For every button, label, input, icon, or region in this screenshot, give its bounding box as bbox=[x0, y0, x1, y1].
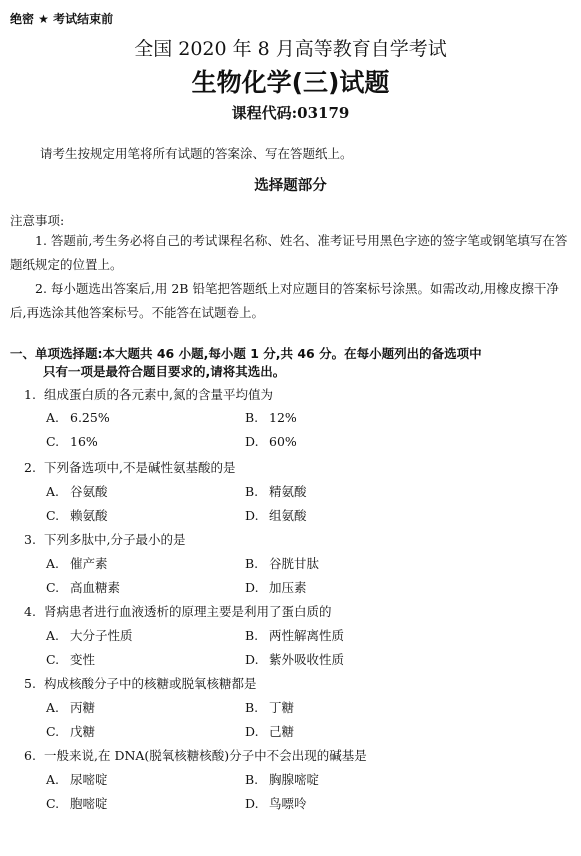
notice-item-1: 1. 答题前,考生务必将自己的考试课程名称、姓名、准考证号用黑色字迹的签字笔或钢笔填写在答题纸规定的位置上。 bbox=[10, 233, 568, 272]
question-number: 5. bbox=[24, 676, 36, 691]
answer-instruction: 请考生按规定用笔将所有试题的答案涂、写在答题纸上。 bbox=[40, 146, 353, 161]
exam-title: 全国 2020 年 8 月高等教育自学考试 bbox=[134, 38, 447, 60]
option-6c: C. 胞嘧啶 bbox=[46, 796, 108, 811]
question-text: 组成蛋白质的各元素中,氮的含量平均值为 bbox=[44, 387, 273, 402]
question-text: 下列多肽中,分子最小的是 bbox=[44, 532, 186, 547]
option-3a: A. 催产素 bbox=[46, 556, 108, 571]
question-number: 3. bbox=[24, 532, 36, 547]
question-5 bbox=[24, 674, 257, 692]
option-4b: B. 两性解离性质 bbox=[245, 628, 345, 643]
part-heading: 一、单项选择题:本大题共 46 小题,每小题 1 分,共 46 分。在每小题列出的备选项中 bbox=[10, 346, 482, 361]
option-2b: B. 精氨酸 bbox=[245, 484, 307, 499]
notice-item-2: 2. 每小题选出答案后,用 2B 铅笔把答题纸上对应题目的答案标号涂黑。如需改动,用橡皮擦干净后,再选涂其他答案标号。不能答在试题卷上。 bbox=[10, 281, 559, 320]
section-title: 选择题部分 bbox=[254, 178, 327, 194]
question-text: 下列备选项中,不是碱性氨基酸的是 bbox=[44, 460, 236, 475]
question-1 bbox=[24, 385, 273, 403]
question-2 bbox=[24, 458, 235, 476]
question-number: 4. bbox=[24, 604, 36, 619]
option-1c: C. 16% bbox=[46, 434, 98, 449]
question-text: 构成核酸分子中的核糖或脱氧核糖都是 bbox=[44, 676, 257, 691]
option-6a: A. 尿嘧啶 bbox=[46, 772, 108, 787]
question-4 bbox=[24, 602, 332, 620]
part-heading-continued: 只有一项是最符合题目要求的,请将其选出。 bbox=[43, 364, 286, 379]
option-5a: A. 丙糖 bbox=[46, 700, 96, 715]
notice-heading: 注意事项: bbox=[10, 213, 65, 228]
option-4c: C. 变性 bbox=[46, 652, 96, 667]
question-text: 一般来说,在 DNA(脱氧核糖核酸)分子中不会出现的碱基是 bbox=[44, 748, 367, 763]
option-4d: D. 紫外吸收性质 bbox=[245, 652, 345, 667]
option-3c: C. 高血糖素 bbox=[46, 580, 121, 595]
confidential-note: 绝密 ★ 考试结束前 bbox=[10, 12, 114, 26]
question-6 bbox=[24, 746, 367, 764]
question-text: 肾病患者进行血液透析的原理主要是利用了蛋白质的 bbox=[44, 604, 332, 619]
option-1b: B. 12% bbox=[245, 410, 297, 425]
option-1d: D. 60% bbox=[245, 434, 297, 449]
option-4a: A. 大分子性质 bbox=[46, 628, 133, 643]
option-2a: A. 谷氨酸 bbox=[46, 484, 108, 499]
question-number: 6. bbox=[24, 748, 36, 763]
question-3 bbox=[24, 530, 185, 548]
option-1a: A. 6.25% bbox=[46, 410, 110, 425]
option-5d: D. 己糖 bbox=[245, 724, 295, 739]
option-3d: D. 加压素 bbox=[245, 580, 307, 595]
question-number: 1. bbox=[24, 387, 36, 402]
option-2c: C. 赖氨酸 bbox=[46, 508, 108, 523]
option-6b: B. 胸腺嘧啶 bbox=[245, 772, 320, 787]
question-number: 2. bbox=[24, 460, 36, 475]
option-3b: B. 谷胱甘肽 bbox=[245, 556, 320, 571]
option-5b: B. 丁糖 bbox=[245, 700, 295, 715]
option-2d: D. 组氨酸 bbox=[245, 508, 307, 523]
option-6d: D. 鸟嘌呤 bbox=[245, 796, 307, 811]
subject-title: 生物化学(三)试题 bbox=[191, 68, 390, 97]
option-5c: C. 戊糖 bbox=[46, 724, 96, 739]
course-code: 课程代码:03179 bbox=[231, 104, 350, 122]
